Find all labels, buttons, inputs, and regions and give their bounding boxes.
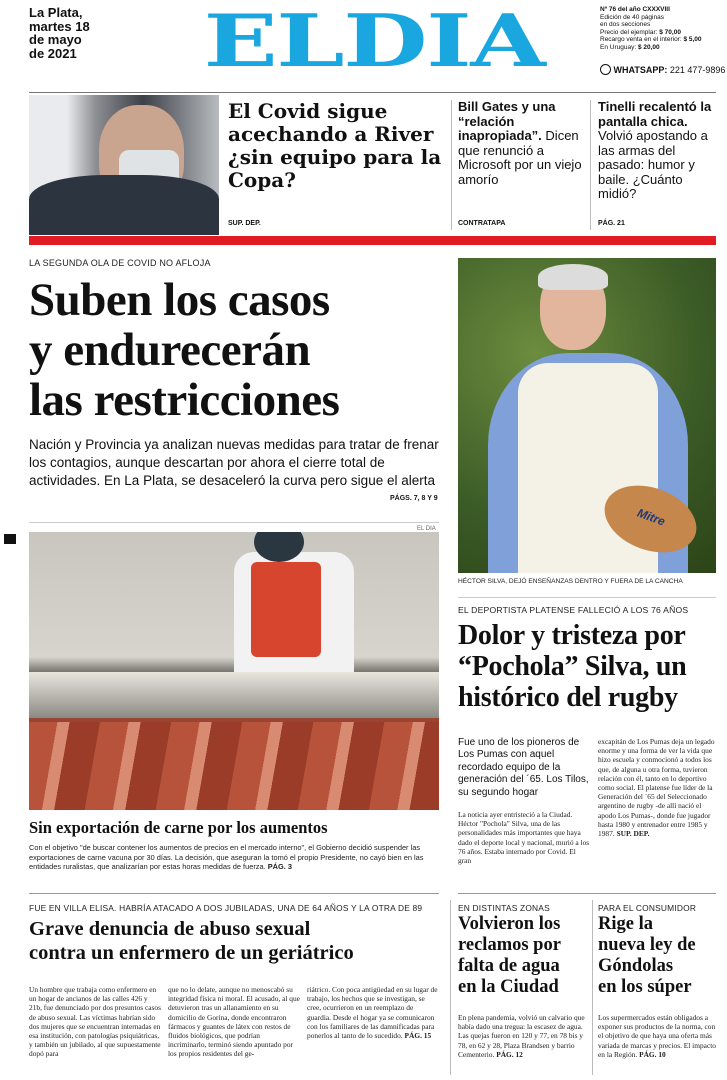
page-marker: [4, 534, 16, 544]
rugby-headline[interactable]: [458, 620, 718, 713]
teaser-gates-headline: Bill Gates y una “relación inapropiada”.: [458, 99, 556, 143]
meat-cuts: [29, 722, 439, 810]
teaser-tinelli-headline: Tinelli recalentó la pantalla chica.: [598, 99, 712, 129]
masthead-divider: [29, 92, 716, 93]
gondolas-body: Los supermercados están obligados a exponer sus productos de la norma, con el objetivo de que haya una oferta más variada de marcas y precios. El impacto en la Región.: [598, 1013, 716, 1059]
column-divider: [450, 900, 451, 1075]
teaser-tinelli-section[interactable]: PÁG. 21: [598, 220, 625, 227]
lead-headline[interactable]: [29, 275, 449, 425]
water-body: En plena pandemia, volvió un calvario que había dado una tregua: la escasez de agua. Las quejas fueron en 120 y 77, en 78 bis y 78, en 62 y 28, Plaza Brandsen y barrio Cementerio.: [458, 1013, 585, 1059]
gondolas-headline-line: Góndolas: [598, 956, 674, 976]
teaser-divider: [451, 100, 452, 230]
water-pages[interactable]: PÁG. 12: [496, 1049, 523, 1059]
lead-deck: Nación y Provincia ya analizan nuevas medidas para tratar de frenar los contagios, aunque descartan por ahora el cierre total de actividades. En La Plata, se desaceleró la curva pero sigue el alerta: [29, 437, 439, 488]
price-row: [600, 29, 720, 37]
butcher-apron: [251, 562, 321, 657]
abuse-col1: Un hombre que trabaja como enfermero en un hogar de ancianos de las calles 426 y 21b, fue denunciado por dos presuntos casos de abuso sexual. Las víctimas habrían sido dos mujeres que se encuentran internadas en esa institución, con patologías psiquiátricas, y también un jubilado, al que supuestamente dopó para: [29, 985, 161, 1059]
teaser-tinelli-deck: Volvió apostando a las armas del pasado: humor y baile. ¿Cuánto midió?: [598, 128, 708, 201]
rugby-divider: [458, 597, 716, 598]
meat-body: Con el objetivo "de buscar contener los aumentos de precios en el mercado interno", el Gobierno decidió suspender las exportaciones de carne vacuna por 30 días. La decisión, que aseguran la tomó el propio Presidente, no cayó bien en las entidades ruralistas, que analizarían por estas horas medidas de fuerza.: [29, 843, 424, 872]
lead-pages[interactable]: PÁGS. 7, 8 Y 9: [390, 495, 438, 502]
ball-brand: Mitre: [635, 505, 668, 529]
water-headline-line: falta de agua: [458, 956, 560, 976]
rugby-pull: Fue uno de los pioneros de Los Pumas con aquel recordado equipo de la generación del ´65. Los Tilos, su segundo hogar: [458, 737, 589, 798]
jacket-shape: [29, 175, 219, 235]
water-headline[interactable]: [458, 914, 590, 998]
newspaper-logo[interactable]: ELDIA: [203, 0, 545, 83]
whatsapp-number: 221 477-9896: [669, 65, 726, 75]
abuse-col3: [307, 985, 439, 1040]
water-headline-line: en la Ciudad: [458, 977, 559, 997]
teaser-gates-section[interactable]: CONTRATAPA: [458, 220, 506, 227]
teaser-river-section[interactable]: SUP. DEP.: [228, 220, 261, 227]
teaser-gates[interactable]: [458, 100, 583, 187]
edition-pages: Edición de 40 páginas: [600, 13, 664, 21]
lead-headline-line: y endurecerán: [29, 324, 311, 376]
counter-glass: [29, 672, 439, 718]
teaser-tinelli[interactable]: [598, 100, 718, 202]
abuse-pages[interactable]: PÁG. 15: [404, 1031, 432, 1041]
gondolas-pages[interactable]: PÁG. 10: [639, 1049, 666, 1059]
photo-credit: EL DIA: [417, 526, 436, 532]
teaser-river-headline[interactable]: El Covid sigue acechando a River ¿sin equipo para la Copa?: [228, 99, 442, 192]
column-divider: [592, 900, 593, 1075]
rugby-pages[interactable]: SUP. DEP.: [616, 829, 650, 839]
date-line: de mayo: [29, 32, 82, 47]
whatsapp-icon: [600, 64, 611, 75]
whatsapp-label: WHATSAPP:: [613, 65, 668, 75]
price-value: $ 70,00: [659, 28, 681, 36]
lead-headline-line: Suben los casos: [29, 274, 330, 326]
butcher-photo[interactable]: [29, 532, 439, 810]
price-row: [600, 36, 720, 44]
section-divider: [29, 893, 439, 894]
edition-number: Nº 76 del año CXXXVIII: [600, 6, 670, 13]
meat-pages[interactable]: PÁG. 3: [267, 862, 292, 872]
silva-photo-caption: HÉCTOR SILVA, DEJÓ ENSEÑANZAS DENTRO Y FUERA DE LA CANCHA: [458, 578, 683, 585]
date-line: martes 18: [29, 18, 90, 34]
price-label: Recargo venta en el interior:: [600, 36, 682, 44]
teaser-photo-river[interactable]: [29, 95, 219, 235]
lead-headline-line: las restricciones: [29, 374, 340, 426]
abuse-col2: que no lo delate, aunque no menoscabó su integridad física ni moral. El acusado, al que detuvieron tras un allanamiento en su domicilio de Gorina, donde encontraron fármacos y guantes de látex con restos de fluidos biológicos, que podrían incriminarlo, terminó siendo apuntado por los propios residentes del ge-: [168, 985, 300, 1059]
abuse-headline-line: contra un enfermero de un geriátrico: [29, 942, 354, 964]
date-line: La Plata,: [29, 5, 83, 20]
rugby-bottom-divider: [458, 893, 716, 894]
gondolas-headline-line: en los súper: [598, 977, 692, 997]
rugby-headline-line: “Pochola” Silva, un: [458, 651, 687, 682]
red-divider-bar: [29, 236, 716, 245]
abuse-headline[interactable]: [29, 917, 449, 965]
price-label: En Uruguay:: [600, 43, 637, 51]
price-value: $ 20,00: [637, 43, 660, 51]
abuse-headline-line: Grave denuncia de abuso sexual: [29, 918, 311, 940]
gondolas-body-wrap: [598, 1013, 718, 1059]
edition-info: [600, 6, 720, 52]
abuse-col3-text: riátrico. Con poca antigüedad en su lugar de trabajo, los hechos que se investigan, se cree, ocurrieron en un reemplazo de guardia. Desde el hogar ya se comunicaron con los familiares de las damnificadas para ponerlos al tanto de lo sucedido.: [307, 985, 438, 1041]
water-headline-line: reclamos por: [458, 935, 561, 955]
lead-divider: [29, 522, 439, 523]
rugby-col2: [598, 737, 718, 838]
teaser-divider: [590, 100, 591, 230]
water-kicker: EN DISTINTAS ZONAS: [458, 903, 550, 913]
price-label: Precio del ejemplar:: [600, 28, 658, 36]
abuse-kicker: FUE EN VILLA ELISA. HABRÍA ATACADO A DOS JUBILADAS, UNA DE 64 AÑOS Y LA OTRA DE 89: [29, 903, 423, 913]
gondolas-headline-line: Rige la: [598, 914, 653, 934]
silva-photo[interactable]: [458, 258, 716, 573]
gondolas-headline-line: nueva ley de: [598, 935, 696, 955]
rugby-kicker: EL DEPORTISTA PLATENSE FALLECIÓ A LOS 76 AÑOS: [458, 605, 689, 615]
gondolas-headline[interactable]: [598, 914, 720, 998]
silva-hair: [538, 264, 608, 290]
lead-kicker: LA SEGUNDA OLA DE COVID NO AFLOJA: [29, 258, 211, 268]
water-headline-line: Volvieron los: [458, 914, 561, 934]
teaser-gates-deck: Dicen que renunció a Microsoft por un viejo amorío: [458, 128, 582, 187]
rugby-col1: La noticia ayer entristeció a la Ciudad. Héctor "Pochola" Silva, una de las personalidades más importantes que haya dado el deporte local y nacional, murió a los 76 años. Estaba internado por Covid. El gran: [458, 810, 590, 866]
meat-headline[interactable]: Sin exportación de carne por los aumentos: [29, 818, 328, 837]
rugby-headline-line: histórico del rugby: [458, 682, 678, 713]
price-value: $ 5,00: [683, 36, 702, 44]
water-body-wrap: [458, 1013, 590, 1059]
date-line: de 2021: [29, 45, 77, 61]
gondolas-kicker: PARA EL CONSUMIDOR: [598, 903, 697, 913]
edition-sections: en dos secciones: [600, 21, 651, 29]
meat-body-wrap: [29, 843, 439, 872]
price-row: [600, 44, 720, 52]
rugby-col2-text: excapitán de Los Pumas deja un legado enorme y una forma de ver la vida que hizo escuela y conmocionó a todos los que, de alguna u otra forma, tuvieron relación con él, tanto en lo deportivo como social. El platense fue líder de la Generación del ´65 del Seleccionado argentino de rugby -de allí nació el apodo Los Pumas-, donde fue jugador hasta 1980 y entrenador entre 1985 y 1987.: [598, 737, 715, 839]
rugby-headline-line: Dolor y tristeza por: [458, 620, 686, 651]
whatsapp-line[interactable]: [600, 64, 725, 75]
